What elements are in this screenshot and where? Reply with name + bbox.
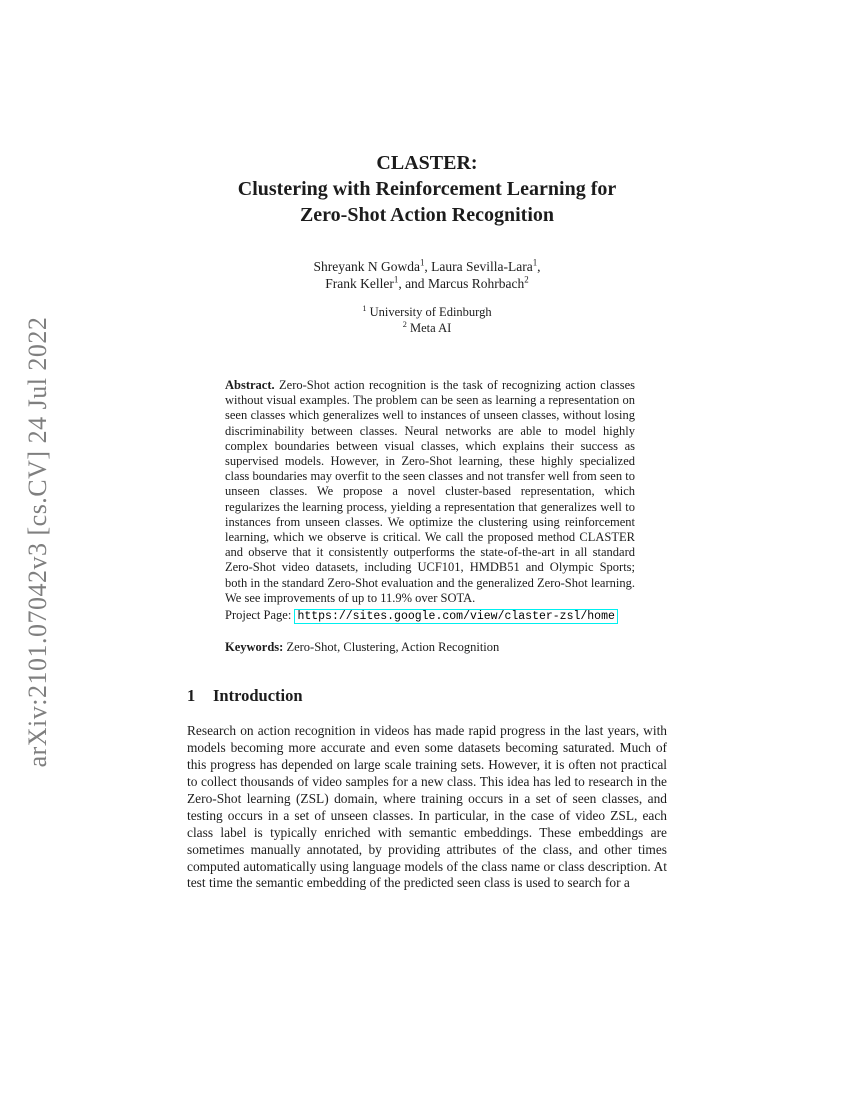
affiliation-name: Meta AI bbox=[409, 320, 452, 335]
title-line-3: Zero-Shot Action Recognition bbox=[299, 204, 555, 226]
author-line-2 bbox=[187, 275, 667, 292]
abstract-paragraph bbox=[225, 378, 635, 606]
author-list bbox=[187, 258, 667, 292]
affiliation-mark: 2 bbox=[402, 319, 407, 329]
section-number: 1 bbox=[187, 686, 196, 706]
author-name: Shreyank N Gowda bbox=[313, 259, 420, 274]
affiliation-name: University of Edinburgh bbox=[369, 305, 492, 319]
project-page-label: Project Page: bbox=[225, 608, 292, 623]
keywords-label: Keywords: bbox=[225, 640, 284, 655]
arxiv-watermark: arXiv:2101.07042v3 [cs.CV] 24 Jul 2022 bbox=[23, 316, 52, 768]
author-affil-mark: 1 bbox=[419, 257, 425, 268]
author-separator: , bbox=[537, 259, 541, 274]
paper-content bbox=[187, 0, 667, 892]
author-name: Frank Keller bbox=[325, 276, 394, 291]
paper-title bbox=[187, 150, 667, 228]
keywords-line bbox=[225, 640, 635, 655]
keywords-text: Zero-Shot, Clustering, Action Recognition bbox=[286, 640, 500, 655]
introduction-paragraph: Research on action recognition in videos has made rapid progress in the last years, with models becoming more accurate and even some datasets becoming saturated. Much of this progress has depended on large scale training sets. However, it is often not practical to collect thousands of video samples for a new class. This idea has led to research in the Zero-Shot learning (ZSL) domain, where training occurs in a set of seen classes, and testing occurs in a set of unseen classes. In particular, in the case of video ZSL, each class label is typically enriched with semantic embeddings. These embeddings are sometimes manually annotated, by providing attributes of the class, and other times computed automatically using language models of the class name or class description. At test time the semantic embedding of the predicted seen class is used to search for a bbox=[187, 723, 667, 891]
affiliation-list bbox=[187, 305, 667, 336]
project-page-link[interactable]: https://sites.google.com/view/claster-zsl/home bbox=[294, 609, 617, 624]
abstract-text: Zero-Shot action recognition is the task of recognizing action classes without visual examples. The problem can be seen as learning a representation on seen classes which generalizes well to instances of unseen classes, without losing discriminability between classes. Neural networks are able to model highly complex boundaries between visual classes, which explains their success as supervised models. However, in Zero-Shot learning, these highly specialized class boundaries may overfit to the seen classes and not transfer well from seen to unseen classes. We propose a novel cluster-based representation, which regularizes the learning process, yielding a representation that generalizes well to instances from unseen classes. We optimize the clustering using reinforcement learning, which we observe is critical. We call the proposed method CLASTER and observe that it consistently outperforms the state-of-the-art in all standard Zero-Shot video datasets, including UCF101, HMDB51 and Olympic Sports; both in the standard Zero-Shot evaluation and the generalized Zero-Shot learning. We see improvements of up to 11.9% over SOTA. bbox=[225, 378, 635, 605]
author-line-1 bbox=[187, 258, 667, 275]
affiliation-1 bbox=[187, 305, 667, 321]
author-name: Marcus Rohrbach bbox=[427, 276, 525, 291]
title-line-1: CLASTER: bbox=[376, 152, 478, 174]
author-affil-mark: 1 bbox=[393, 274, 399, 285]
project-page-line bbox=[225, 607, 635, 625]
author-name: Laura Sevilla-Lara bbox=[431, 259, 533, 274]
abstract-block bbox=[225, 378, 635, 625]
author-separator: , bbox=[424, 259, 432, 274]
section-heading-introduction bbox=[187, 686, 667, 706]
abstract-label: Abstract. bbox=[225, 378, 275, 392]
title-line-2: Clustering with Reinforcement Learning for bbox=[237, 178, 617, 200]
section-title: Introduction bbox=[213, 686, 303, 706]
author-affil-mark: 2 bbox=[524, 274, 529, 285]
author-separator: , and bbox=[398, 276, 428, 291]
author-affil-mark: 1 bbox=[532, 257, 538, 268]
affiliation-mark: 1 bbox=[362, 303, 367, 313]
affiliation-2 bbox=[187, 321, 667, 337]
